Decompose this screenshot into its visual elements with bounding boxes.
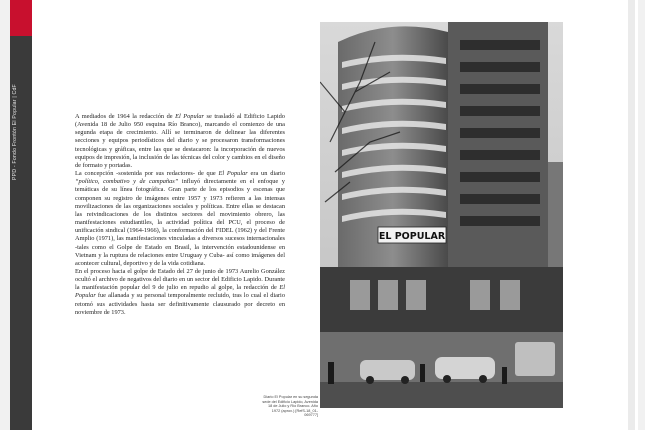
article-paragraph-2 [75,170,285,268]
text-run: La concepción -sostenida por sus redactores- de que [75,170,219,178]
page-edge [628,0,635,430]
spine-label: PPD - Fondo Frontón El Popular | CdF [12,84,18,180]
edificio-lapido-photo [320,22,563,408]
photo-caption: Diario El Popular en su segunda sede del Edificio Lapido, Avenida 18 de Julio y Río Branco. Año 1972 (aprox.) [RefS-18_01-069777] [262,395,318,418]
text-run: El Popular [175,113,205,120]
article-paragraph-1 [75,113,285,170]
photo-sign-text: EL POPULAR [378,231,446,242]
text-run: se trasladó al Edificio Lapido (Avenida 18 de Julio 950 esquina Río Branco), marcando el comienzo de una segunda etapa de crecimiento. Allí se terminaron de delinear las diferentes secciones y equipos periodísticos del diario y se procesaron transformaciones tecnológicas y gráficas, entre las que se destacaron: la incorporación de nuevos equipos de impresión, la inclusión de las técnicas del color y cambios en el diseño de formato y portadas. [75,113,285,169]
text-run: El Popular [218,170,248,178]
text-run: A mediados de 1964 la redacción de [75,113,176,120]
document-page [10,0,638,430]
text-run: influyó directamente en el enfoque y temáticas de su línea fotográfica. Gran parte de los episodios y escenas que componen su registro de imágenes entre 1957 y 1973 refieren a las intensas movilizaciones de las organizaciones sociales y políticas. Entre ellas se destacan las reivindicaciones de los distintos sectores del movimiento obrero, las manifestaciones estudiantiles, la actividad política del PCU, el proceso de unificación sindical (1964-1966), la conformación del FIDEL (1962) y del Frente Amplio (1971), las manifestaciones vinculadas a diversos sucesos internacionales -tales como el Golpe de Estado en Brasil, la intervención estadounidense en Vietnam y la ruptura de relaciones entre Uruguay y Cuba- así como imágenes del acontecer cultural, deportivo y de la vida cotidiana. [75,178,285,267]
article-paragraph-3 [75,268,285,317]
text-run: En el proceso hacia el golpe de Estado del 27 de junio de 1973 Aurelio González ocultó el archivo de negativos del diario en un sector del Edificio Lapido. Durante la manifestación popular del 9 de julio en repudio al golpe, la redacción de [75,267,285,292]
article-body [75,113,285,317]
text-run: era un diario [247,170,285,178]
page-spine [10,0,32,430]
text-run: “político, combativo y de campañas” [75,178,179,186]
building-photo-image [320,22,563,408]
text-run: El Popular [75,284,285,300]
text-run: fue allanada y su personal temporalmente recluido, tras lo cual el diario retomó sus actividades hasta ser definitivamente clausurado por decreto en noviembre de 1973. [75,292,285,316]
spine-accent-block [10,0,32,36]
